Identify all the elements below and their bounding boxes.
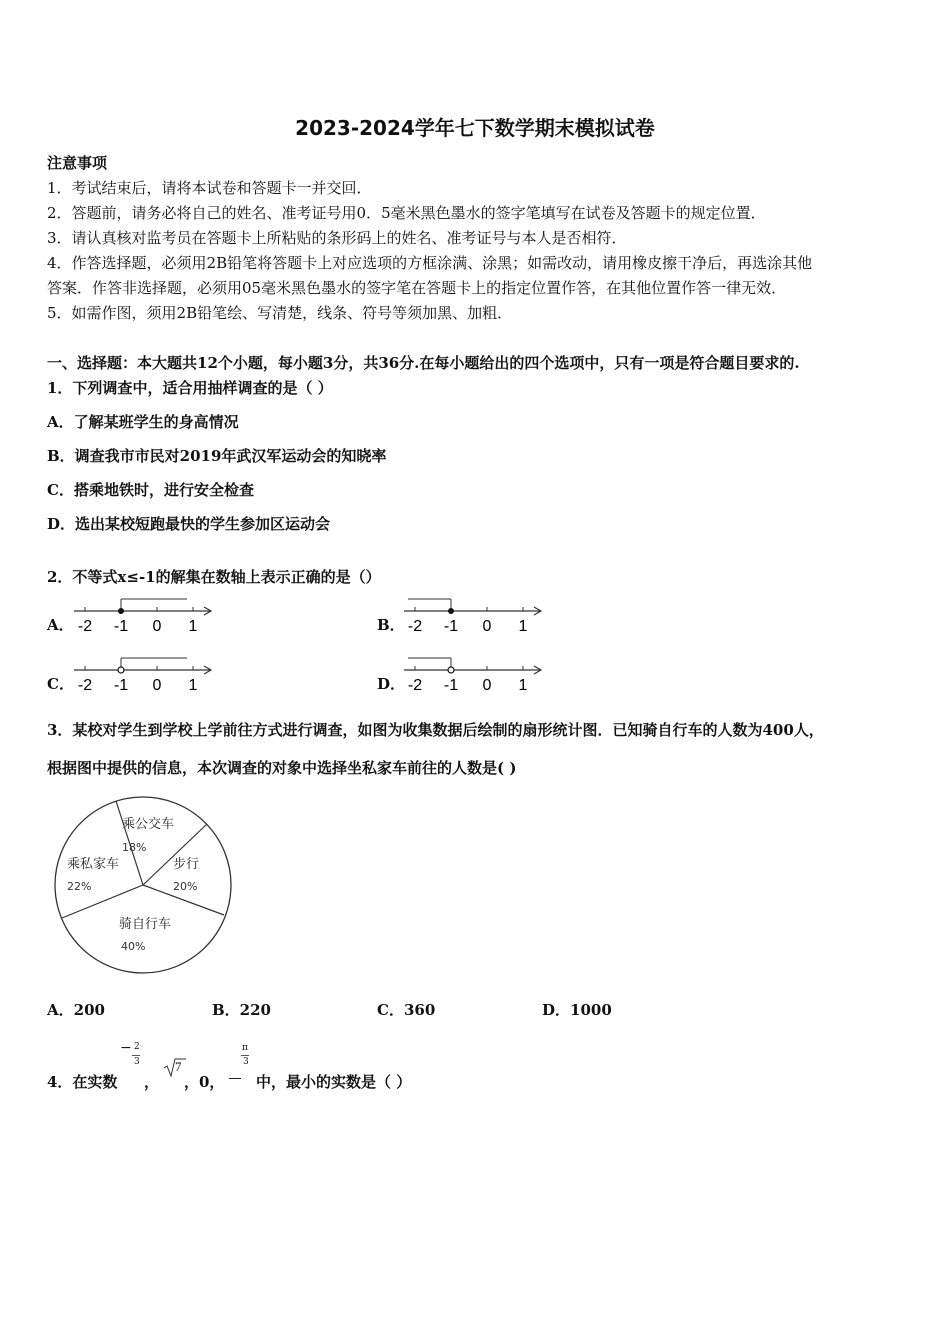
tick-label: 1 [518,677,528,694]
note-1: 1．考试结束后，请将本试卷和答题卡一并交回． [47,179,372,197]
q3-pie-chart [47,792,237,982]
tick-label: -1 [113,677,129,694]
q2-option-b-number-line [400,596,548,636]
q3-stem-line2: 根据图中提供的信息，本次调查的对象中选择坐私家车前往的人数是( ) [47,759,517,777]
tick-label: -1 [443,618,459,635]
q2-option-a-label: A． [47,616,74,634]
q2-option-b-label: B． [377,616,405,634]
note-2: 2．答题前，请务必将自己的姓名、准考证号用0．5毫米黑色墨水的签字笔填写在试卷及答题卡的规定位置． [47,204,766,222]
q1-option-d: D．选出某校短跑最快的学生参加区运动会 [47,515,331,533]
q4-frac1-numerator: 2 [134,1042,140,1052]
fraction-bar [132,1055,140,1056]
q4-prefix: 4．在实数 [47,1073,118,1091]
note-5: 5．如需作图，须用2B铅笔绘、写清楚，线条、符号等须加黑、加粗． [47,304,513,322]
q3-stem-line1: 3．某校对学生到学校上学前往方式进行调查，如图为收集数据后绘制的扇形统计图．已知骑自行车的人数为400人， [47,721,824,739]
q2-option-d-number-line [400,655,548,695]
q1-option-a: A．了解某班学生的身高情况 [47,413,239,431]
q2-stem: 2．不等式x≤-1的解集在数轴上表示正确的是（） [47,568,381,586]
minus-sign [229,1078,241,1079]
q4-suffix: 中，最小的实数是（ ） [256,1073,412,1091]
pie-label-car: 乘私家车 [67,857,120,872]
q3-option-d: D．1000 [542,1001,612,1019]
q4-middle: ，0， [184,1073,225,1091]
note-4-cont: 答案．作答非选择题，必须用05毫米黑色墨水的签字笔在答题卡上的指定位置作答，在其他位置作答一律无效． [47,279,787,297]
tick-label: 1 [518,618,528,635]
pie-percent-car: 22% [67,880,92,893]
tick-label: -2 [407,677,423,694]
q2-option-c-label: C． [47,675,74,693]
tick-label: 0 [482,677,492,694]
q1-option-b: B．调查我市市民对2019年武汉军运动会的知晓率 [47,447,387,465]
q3-option-c: C．360 [377,1001,436,1019]
pie-label-walk: 步行 [173,857,200,872]
q1-option-c: C．搭乘地铁时，进行安全检查 [47,481,254,499]
note-4: 4．作答选择题，必须用2B铅笔将答题卡上对应选项的方框涂满、涂黑；如需改动，请用橡皮擦干净后，再选涂其他 [47,254,813,272]
q4-frac2-numerator: π [242,1043,248,1053]
note-3: 3．请认真核对监考员在答题卡上所粘贴的条形码上的姓名、准考证号与本人是否相符． [47,229,627,247]
q1-stem: 1．下列调查中，适合用抽样调查的是（ ） [47,379,333,397]
fraction-bar [241,1055,249,1056]
q3-option-a: A．200 [47,1001,105,1019]
page-title: 2023-2024学年七下数学期末模拟试卷 [295,116,655,140]
pie-percent-bus: 18% [122,841,147,854]
tick-label: -2 [407,618,423,635]
q2-option-d-label: D． [377,675,406,693]
tick-label: 1 [188,618,198,635]
section-heading: 一、选择题：本大题共12个小题，每小题3分，共36分.在每小题给出的四个选项中，只有一项是符合题目要求的. [47,354,800,372]
q3-option-b: B．220 [212,1001,271,1019]
q4-sqrt-radicand: 7 [175,1059,182,1074]
tick-label: -1 [443,677,459,694]
q4-frac1-denominator: 3 [134,1057,140,1067]
q4-comma: ， [144,1073,160,1091]
tick-label: -2 [77,677,93,694]
pie-label-bus: 乘公交车 [122,817,175,832]
tick-label: 0 [152,677,162,694]
minus-sign: − [120,1040,132,1056]
tick-label: 0 [152,618,162,635]
tick-label: 1 [188,677,198,694]
q2-option-c-number-line [70,655,218,695]
q2-option-a-number-line [70,596,218,636]
tick-label: -1 [113,618,129,635]
pie-percent-walk: 20% [173,880,198,893]
notes-heading: 注意事项 [47,154,108,172]
pie-percent-bike: 40% [121,940,146,953]
pie-label-bike: 骑自行车 [119,917,172,932]
tick-label: 0 [482,618,492,635]
q4-frac2-denominator: 3 [243,1057,249,1067]
tick-label: -2 [77,618,93,635]
